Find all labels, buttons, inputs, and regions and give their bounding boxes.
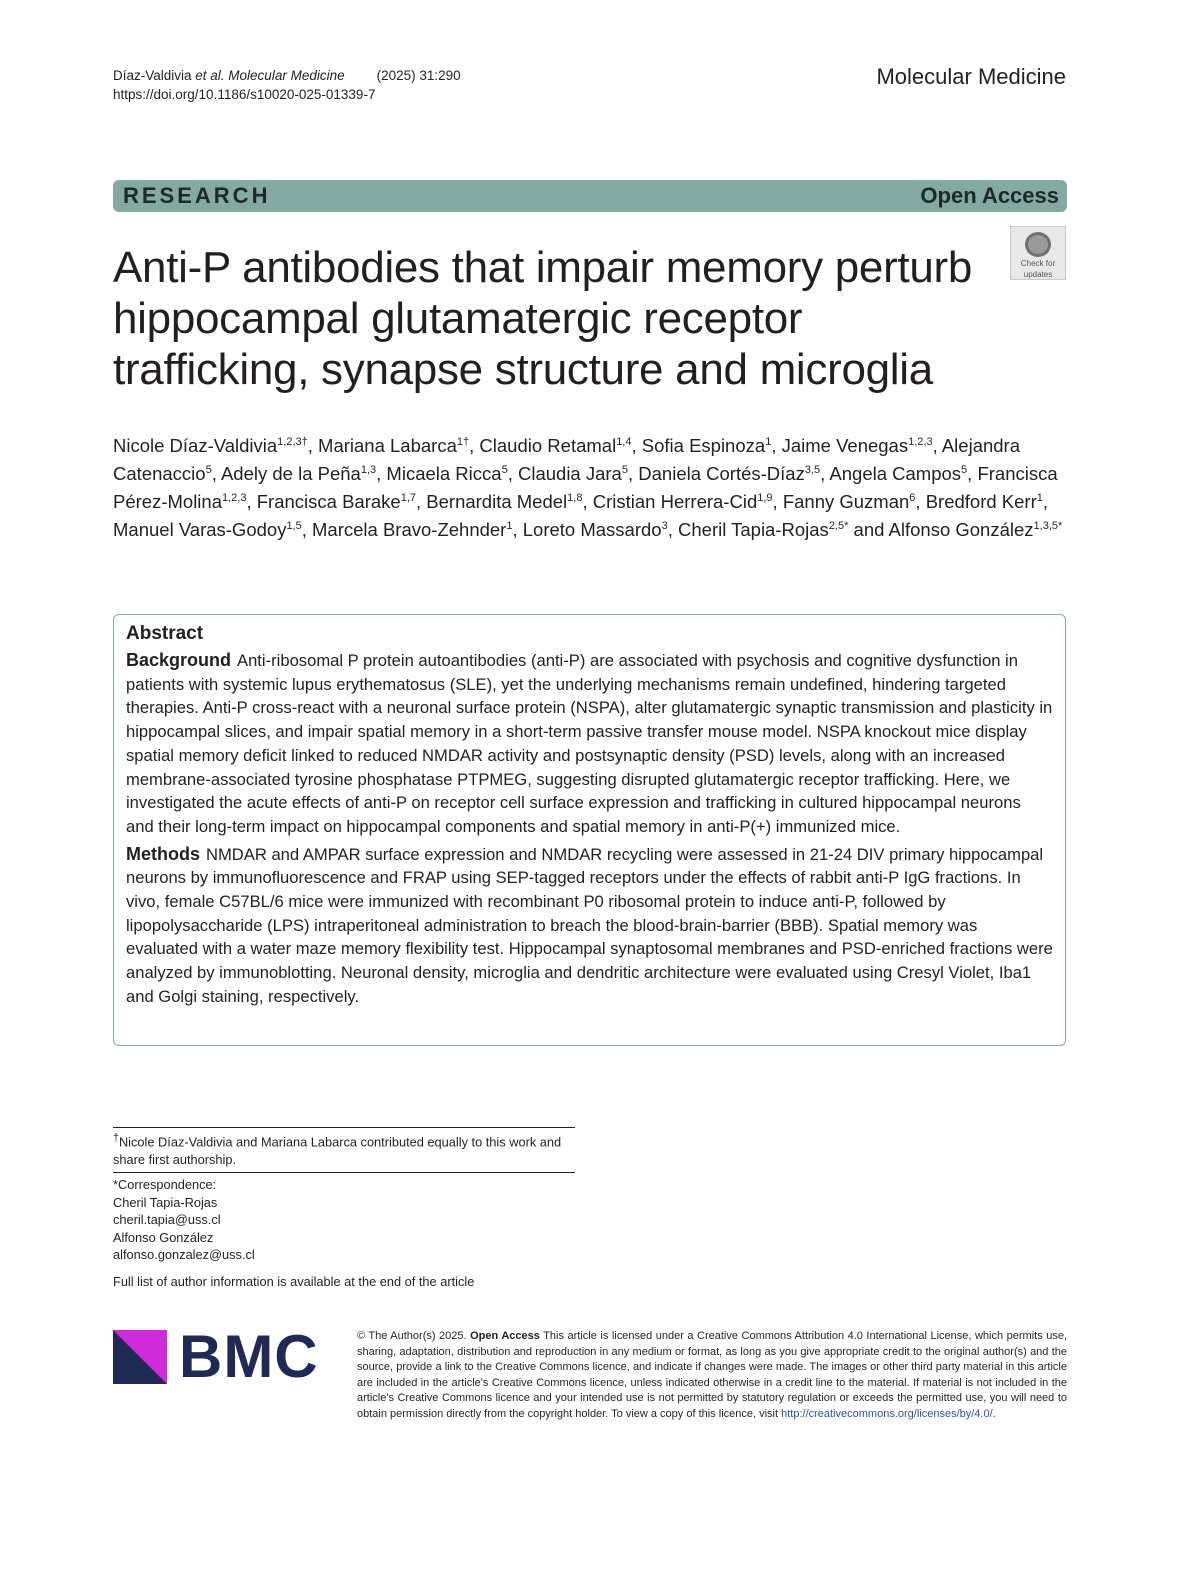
author-name: Alejandra Catenaccio <box>113 435 1021 484</box>
author-name: Bernardita Medel <box>426 491 568 512</box>
author-affiliation: 3 <box>661 519 668 532</box>
author-entry <box>386 463 507 484</box>
check-for-updates-badge[interactable] <box>1010 226 1066 280</box>
correspondence-block <box>113 1172 575 1264</box>
abstract-background <box>126 649 1053 839</box>
author-name: Manuel Varas-Godoy <box>113 519 287 540</box>
article-type-banner <box>113 180 1067 212</box>
methods-label: Methods <box>126 843 200 864</box>
author-entry <box>257 491 416 512</box>
author-entry <box>593 491 773 512</box>
license-text: This article is licensed under a Creative Commons Attribution 4.0 International License, which permits use, sharing, adaptation, distribution and reproduction in any medium or format, as long as you give appropriate credit to the original author(s) and the source, provide a link to the Creative Commons licence, and indicate if changes were made. The images or other third party material in this article are included in the article's Creative Commons licence, unless indicated otherwise in a credit line to the material. If material is not included in the article's Creative Commons licence and your intended use is not permitted by statutory regulation or exceeds the permitted use, you will need to obtain permission directly from the copyright holder. To view a copy of this licence, visit <box>357 1330 1068 1420</box>
author-name: Adely de la Peña <box>220 463 361 484</box>
author-name: Sofia Espinoza <box>641 435 766 456</box>
license-statement <box>357 1329 1067 1422</box>
correspondent-name: Alfonso González <box>113 1229 214 1245</box>
abstract-box <box>113 614 1066 1046</box>
author-entry <box>312 519 512 540</box>
author-affiliation: 2,5* <box>828 519 849 532</box>
article-title: Anti-P antibodies that impair memory perturb hippocampal glutamatergic receptor trafficking, synapse structure and microglia <box>113 243 973 394</box>
correspondent-email[interactable]: alfonso.gonzalez@uss.cl <box>113 1247 255 1262</box>
check-updates-line2: updates <box>1023 270 1053 279</box>
author-affiliation: 5 <box>501 463 508 476</box>
author-entry <box>113 519 302 540</box>
author-affiliation: 6 <box>909 491 916 504</box>
author-entry <box>518 463 628 484</box>
author-name: Francisca Pérez-Molina <box>113 463 1058 512</box>
author-name: Cheril Tapia-Rojas <box>678 519 829 540</box>
author-affiliation: 1,2,3 <box>222 491 247 504</box>
author-name: Bredford Kerr <box>925 491 1037 512</box>
author-affiliation: 5 <box>205 463 212 476</box>
research-label: RESEARCH <box>123 183 271 208</box>
author-affiliation: 1,9 <box>757 491 773 504</box>
author-name: Daniela Cortés-Díaz <box>638 463 805 484</box>
author-affiliation: 1,8 <box>567 491 583 504</box>
author-entry <box>782 435 933 456</box>
author-entry <box>426 491 582 512</box>
author-name: Claudio Retamal <box>479 435 617 456</box>
author-entry <box>783 491 916 512</box>
background-label: Background <box>126 650 232 670</box>
background-text: Anti-ribosomal P protein autoantibodies (anti-P) are associated with psychosis and cognitive dysfunction in patients with systemic lupus erythematosus (SLE), yet the underlying mechanisms remain undefined, hindering targeted therapies. Anti-P cross-react with a neuronal surface protein (NSPA), alter glutamatergic synaptic transmission and plasticity in hippocampal slices, and impair spatial memory in a short-term passive transfer mouse model. NSPA knockout mice display spatial memory deficit linked to reduced NMDAR activity and postsynaptic density (PSD) levels, along with an increased membrane-associated tyrosine phosphatase PTPMEG, suggesting disrupted glutamatergic receptor trafficking. Here, we investigated the acute effects of anti-P on receptor cell surface expression and trafficking in cultured hippocampal neurons and their long-term impact on hippocampal components and spatial memory in anti-P(+) immunized mice. <box>126 651 1053 836</box>
author-name: Francisca Barake <box>256 491 401 512</box>
running-header <box>113 66 461 104</box>
author-name: Angela Campos <box>829 463 962 484</box>
author-affiliation: 3,5 <box>804 463 821 476</box>
author-name: Fanny Guzman <box>782 491 910 512</box>
check-updates-line1: Check for <box>1020 259 1056 268</box>
author-affiliation: 1 <box>506 519 513 532</box>
author-name: Alfonso González <box>888 519 1034 540</box>
header-volume: (2025) 31:290 <box>376 68 461 83</box>
author-entry <box>678 519 848 540</box>
author-affiliation: 1,4 <box>616 435 632 448</box>
author-entry <box>479 435 631 456</box>
author-affiliation: 1,2,3 <box>908 435 933 448</box>
author-name: Nicole Díaz-Valdivia <box>113 435 278 456</box>
header-author: Díaz-Valdivia <box>113 68 196 83</box>
license-open-access: Open Access <box>470 1330 540 1342</box>
correspondence-label: *Correspondence: <box>113 1177 217 1192</box>
author-name: Mariana Labarca <box>318 435 457 456</box>
author-entry <box>113 435 308 456</box>
journal-name: Molecular Medicine <box>876 64 1066 89</box>
author-name: Claudia Jara <box>517 463 622 484</box>
author-affiliation: 5 <box>621 463 628 476</box>
correspondent-email[interactable]: cheril.tapia@uss.cl <box>113 1212 221 1227</box>
abstract-heading: Abstract <box>126 623 204 644</box>
author-name: Loreto Massardo <box>522 519 662 540</box>
equal-contribution-text: Nicole Díaz-Valdivia and Mariana Labarca contributed equally to this work and share first authorship. <box>113 1134 562 1167</box>
author-entry <box>221 463 376 484</box>
author-entry <box>889 519 1063 540</box>
author-entry <box>523 519 668 540</box>
author-entry <box>829 463 967 484</box>
author-name: Cristian Herrera-Cid <box>592 491 758 512</box>
author-affiliation: 5 <box>961 463 968 476</box>
author-entry <box>638 463 820 484</box>
author-affiliation: 1,5 <box>286 519 302 532</box>
equal-contribution-note <box>113 1127 575 1168</box>
header-journal: et al. Molecular Medicine <box>195 68 345 83</box>
author-entry <box>642 435 772 456</box>
author-affiliation: 1† <box>456 435 470 448</box>
author-affiliation: 1 <box>765 435 772 448</box>
author-affiliation: 1,2,3† <box>277 435 308 448</box>
author-info-note: Full list of author information is available at the end of the article <box>113 1274 475 1289</box>
copyright-text: © The Author(s) 2025. <box>357 1330 471 1342</box>
license-end: . <box>992 1407 996 1420</box>
bmc-mark-icon <box>113 1330 167 1384</box>
correspondent-name: Cheril Tapia-Rojas <box>113 1194 218 1210</box>
abstract-methods <box>126 843 1053 1009</box>
doi-link[interactable]: https://doi.org/10.1186/s10020-025-01339-7 <box>113 87 376 102</box>
author-name: Micaela Ricca <box>386 463 502 484</box>
author-affiliation: 1,3 <box>360 463 377 476</box>
bmc-logo <box>113 1323 328 1390</box>
author-entry <box>926 491 1043 512</box>
author-name: Marcela Bravo-Zehnder <box>312 519 507 540</box>
bmc-logo-text: BMC <box>179 1323 319 1390</box>
author-entry <box>318 435 469 456</box>
author-list: Nicole Díaz-Valdivia$^{1,2,3\dagger}$, Mariana Labarca$^{1\dagger}$, Claudio Retamal$^{1,4}$, Sofia Espinoza$^1$, Jaime Venegas$^{1,2,3}$, Alejandra Catenaccio$^5$, Adely de la Peña$^{1,3}$, Micaela Ricca$^5$, Claudia Jara$^5$, Daniela Cortés-Díaz$^{3,5}$, Angela Campos$^5$, Francisca Pérez-Molina$^{1,2,3}$, Francisca Barake$^{1,7}$, Bernardita Medel$^{1,8}$, Cristian Herrera-Cid$^{1,9}$, Fanny Guzman$^6$, Bredford Kerr$^1$, Manuel Varas-Godoy$^{1,5}$, Marcela Bravo-Zehnder$^1$, Loreto Massardo$^3$, Cheril Tapia-Rojas$^{2,5*}$ and Alfonso González$^{1,3,5*}$ <box>113 435 1063 540</box>
open-access-label: Open Access <box>920 183 1059 208</box>
author-affiliation: 1 <box>1036 491 1043 504</box>
dagger-mark: † <box>113 1132 119 1144</box>
methods-text: NMDAR and AMPAR surface expression and NMDAR recycling were assessed in 21-24 DIV primary hippocampal neurons by immunofluorescence and FRAP using SEP-tagged receptors under the effects of rabbit anti-P IgG fractions. In vivo, female C57BL/6 mice were immunized with recombinant P0 ribosomal protein to induce anti-P, followed by lipopolysaccharide (LPS) intraperitoneal administration to breach the blood-brain-barrier (BBB). Spatial memory was evaluated with a water maze memory flexibility test. Hippocampal synaptosomal membranes and PSD-enriched fractions were analyzed by immunoblotting. Neuronal density, microglia and dendritic architecture were evaluated using Cresyl Violet, Iba1 and Golgi staining, respectively. <box>126 844 1053 1006</box>
author-affiliation: 1,3,5* <box>1033 519 1063 532</box>
check-updates-icon <box>1025 232 1051 257</box>
author-name: Jaime Venegas <box>781 435 909 456</box>
author-affiliation: 1,7 <box>400 491 416 504</box>
license-link[interactable]: http://creativecommons.org/licenses/by/4.0/ <box>781 1407 993 1420</box>
